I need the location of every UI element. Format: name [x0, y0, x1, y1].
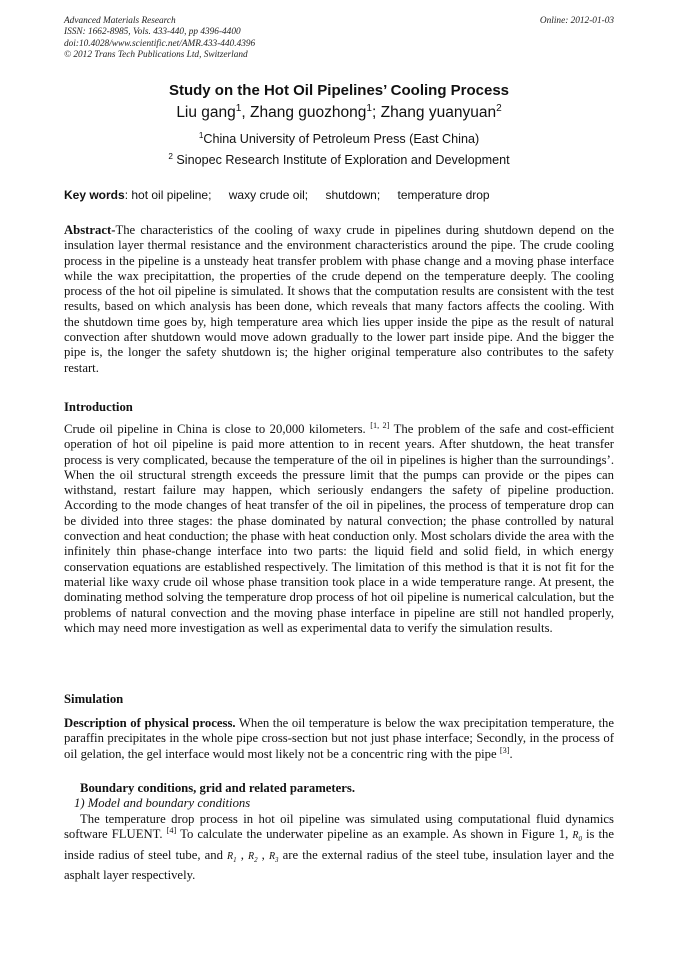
issn-line: ISSN: 1662-8985, Vols. 433-440, pp 4396-4400: [64, 27, 241, 38]
affiliation-2-text: Sinopec Research Institute of Exploration and Development: [172, 153, 510, 167]
affiliation-2-marker: 2: [168, 151, 173, 161]
abstract: [64, 223, 614, 376]
journal-name: Advanced Materials Research: [64, 16, 176, 26]
doi-line: doi:10.4028/www.scientific.net/AMR.433-440.4396: [64, 38, 256, 49]
affiliation-2: [0, 153, 678, 167]
keyword-3: shutdown;: [325, 188, 381, 202]
model-text-a: The temperature drop process in hot oil pipeline was simulated using computational fluid dynamics software FLUENT.: [64, 812, 614, 842]
affiliation-1: [0, 132, 678, 146]
symbol-r1: $R_1$: [227, 850, 237, 864]
author-2-affil: 1: [366, 102, 372, 114]
description-text: When the oil temperature is below the wax precipitation temperature, the paraffin precipitates in the whole pipe cross-section but not just phase interface; Secondly, in the process of oil gelation, the gel interface would most likely not be a concentric ring with the pipe: [64, 716, 614, 761]
author-1: Liu gang: [176, 104, 236, 121]
symbol-r2: $R_2$: [247, 850, 258, 864]
introduction-heading: Introduction: [64, 400, 133, 414]
keywords: [64, 188, 504, 202]
keyword-4: temperature drop: [397, 188, 490, 202]
intro-text-a: Crude oil pipeline in China is close to 20,000 kilometers.: [64, 422, 371, 436]
copyright-line: © 2012 Trans Tech Publications Ltd, Switzerland: [64, 50, 248, 61]
affiliation-1-text: China University of Petroleum Press (East China): [203, 132, 480, 146]
author-3-affil: 2: [496, 102, 502, 114]
author-3: ; Zhang yuanyuan: [371, 104, 497, 121]
model-text-d: are the external radius of the steel tube, insulation layer and the asphalt layer respectively.: [64, 847, 615, 882]
author-1-affil: 1: [235, 102, 242, 114]
introduction-paragraph: [64, 422, 614, 636]
keywords-colon: :: [124, 188, 132, 202]
author-list: [0, 104, 678, 122]
abstract-label: Abstract-: [64, 223, 116, 237]
model-subheading: 1) Model and boundary conditions: [74, 796, 251, 810]
affiliation-1-marker: 1: [198, 130, 204, 140]
separator-2: ,: [257, 847, 269, 862]
keywords-label: Key words: [64, 188, 125, 202]
keyword-2: waxy crude oil;: [228, 188, 309, 202]
simulation-heading: Simulation: [64, 692, 124, 706]
model-paragraph: [64, 812, 614, 883]
intro-text-b: The problem of the safe and cost-efficient operation of hot oil pipeline is paid more attention to in recent years. After shutdown, the heat transfer process is very complicated, because the temperature of the oil in pipelines is higher than the surroundings’. When the oil structural strength exceeds the pressure limit that the pumps can provide or the pipes can withstand, restart failure may happen, which seriously endangers the safety of pipeline production. According to the mode changes of heat transfer of the oil in pipelines, the process of temperature drop can be divided into three stages: the phase dominated by natural convection; the phase controlled by natural convection and heat conduction; the phase with heat conduction only. Most scholars divide the area with the infinitely thin phase-change interface into two parts: the liquid field and solid field, in which energy conservation equations are established respectively. The limitation of this method is that it is not fit for the material like waxy crude oil whose phase transition took place in a wide temperature range. At present, the dominating method solving the temperature drop process of hot oil pipeline is numerical calculation, but the problems of natural convection and the moving phase interface in pipeline are still not handled properly, which may need more investigation as well as experimental data to verify the simulation results.: [64, 422, 614, 635]
author-2: , Zhang guozhong: [241, 104, 367, 121]
model-text-c: is the inside radius of steel tube, and: [64, 827, 615, 862]
journal-meta: [64, 16, 255, 62]
model-text-b: To calculate the underwater pipeline as an example. As shown in Figure 1,: [176, 827, 573, 842]
intro-citation: [1, 2]: [370, 420, 390, 430]
boundary-conditions-heading: Boundary conditions, grid and related parameters.: [80, 781, 356, 795]
model-citation: [4]: [166, 826, 177, 836]
description-paragraph: [64, 716, 614, 762]
online-date: Online: 2012-01-03: [539, 16, 614, 26]
description-end: .: [509, 746, 513, 761]
symbol-r3: $R_3$: [268, 850, 279, 864]
symbol-r0: $R_0$: [572, 830, 582, 844]
separator-1: ,: [236, 847, 248, 862]
abstract-text: The characteristics of the cooling of waxy crude in pipelines during shutdown depend on the insulation layer thermal resistance and the environment characteristics around the pipe. The crude cooling process in the pipeline is a unsteady heat transfer problem with phase change and a moving phase interface while the wax precipitattion, the properties of the crude depend on the temperature deeply. The cooling process of the hot oil pipeline is simulated. It shows that the computation results are consistent with the test results, based on which analysis has been done, which reveals that many factors affects the cooling. With the shutdown time goes by, high temperature area which lies upper inside the pipe as the result of natural convection after shutdown would move adown gradually to the lower part inside pipe. And the bigger the pipe is, the longer the safety shutdown is; the higher original temperature also contributes to the safety restart.: [64, 223, 614, 375]
paper-title: Study on the Hot Oil Pipelines’ Cooling Process: [168, 82, 510, 99]
keyword-1: hot oil pipeline;: [131, 188, 212, 202]
description-citation: [3]: [499, 745, 510, 755]
description-label: Description of physical process.: [64, 716, 236, 730]
